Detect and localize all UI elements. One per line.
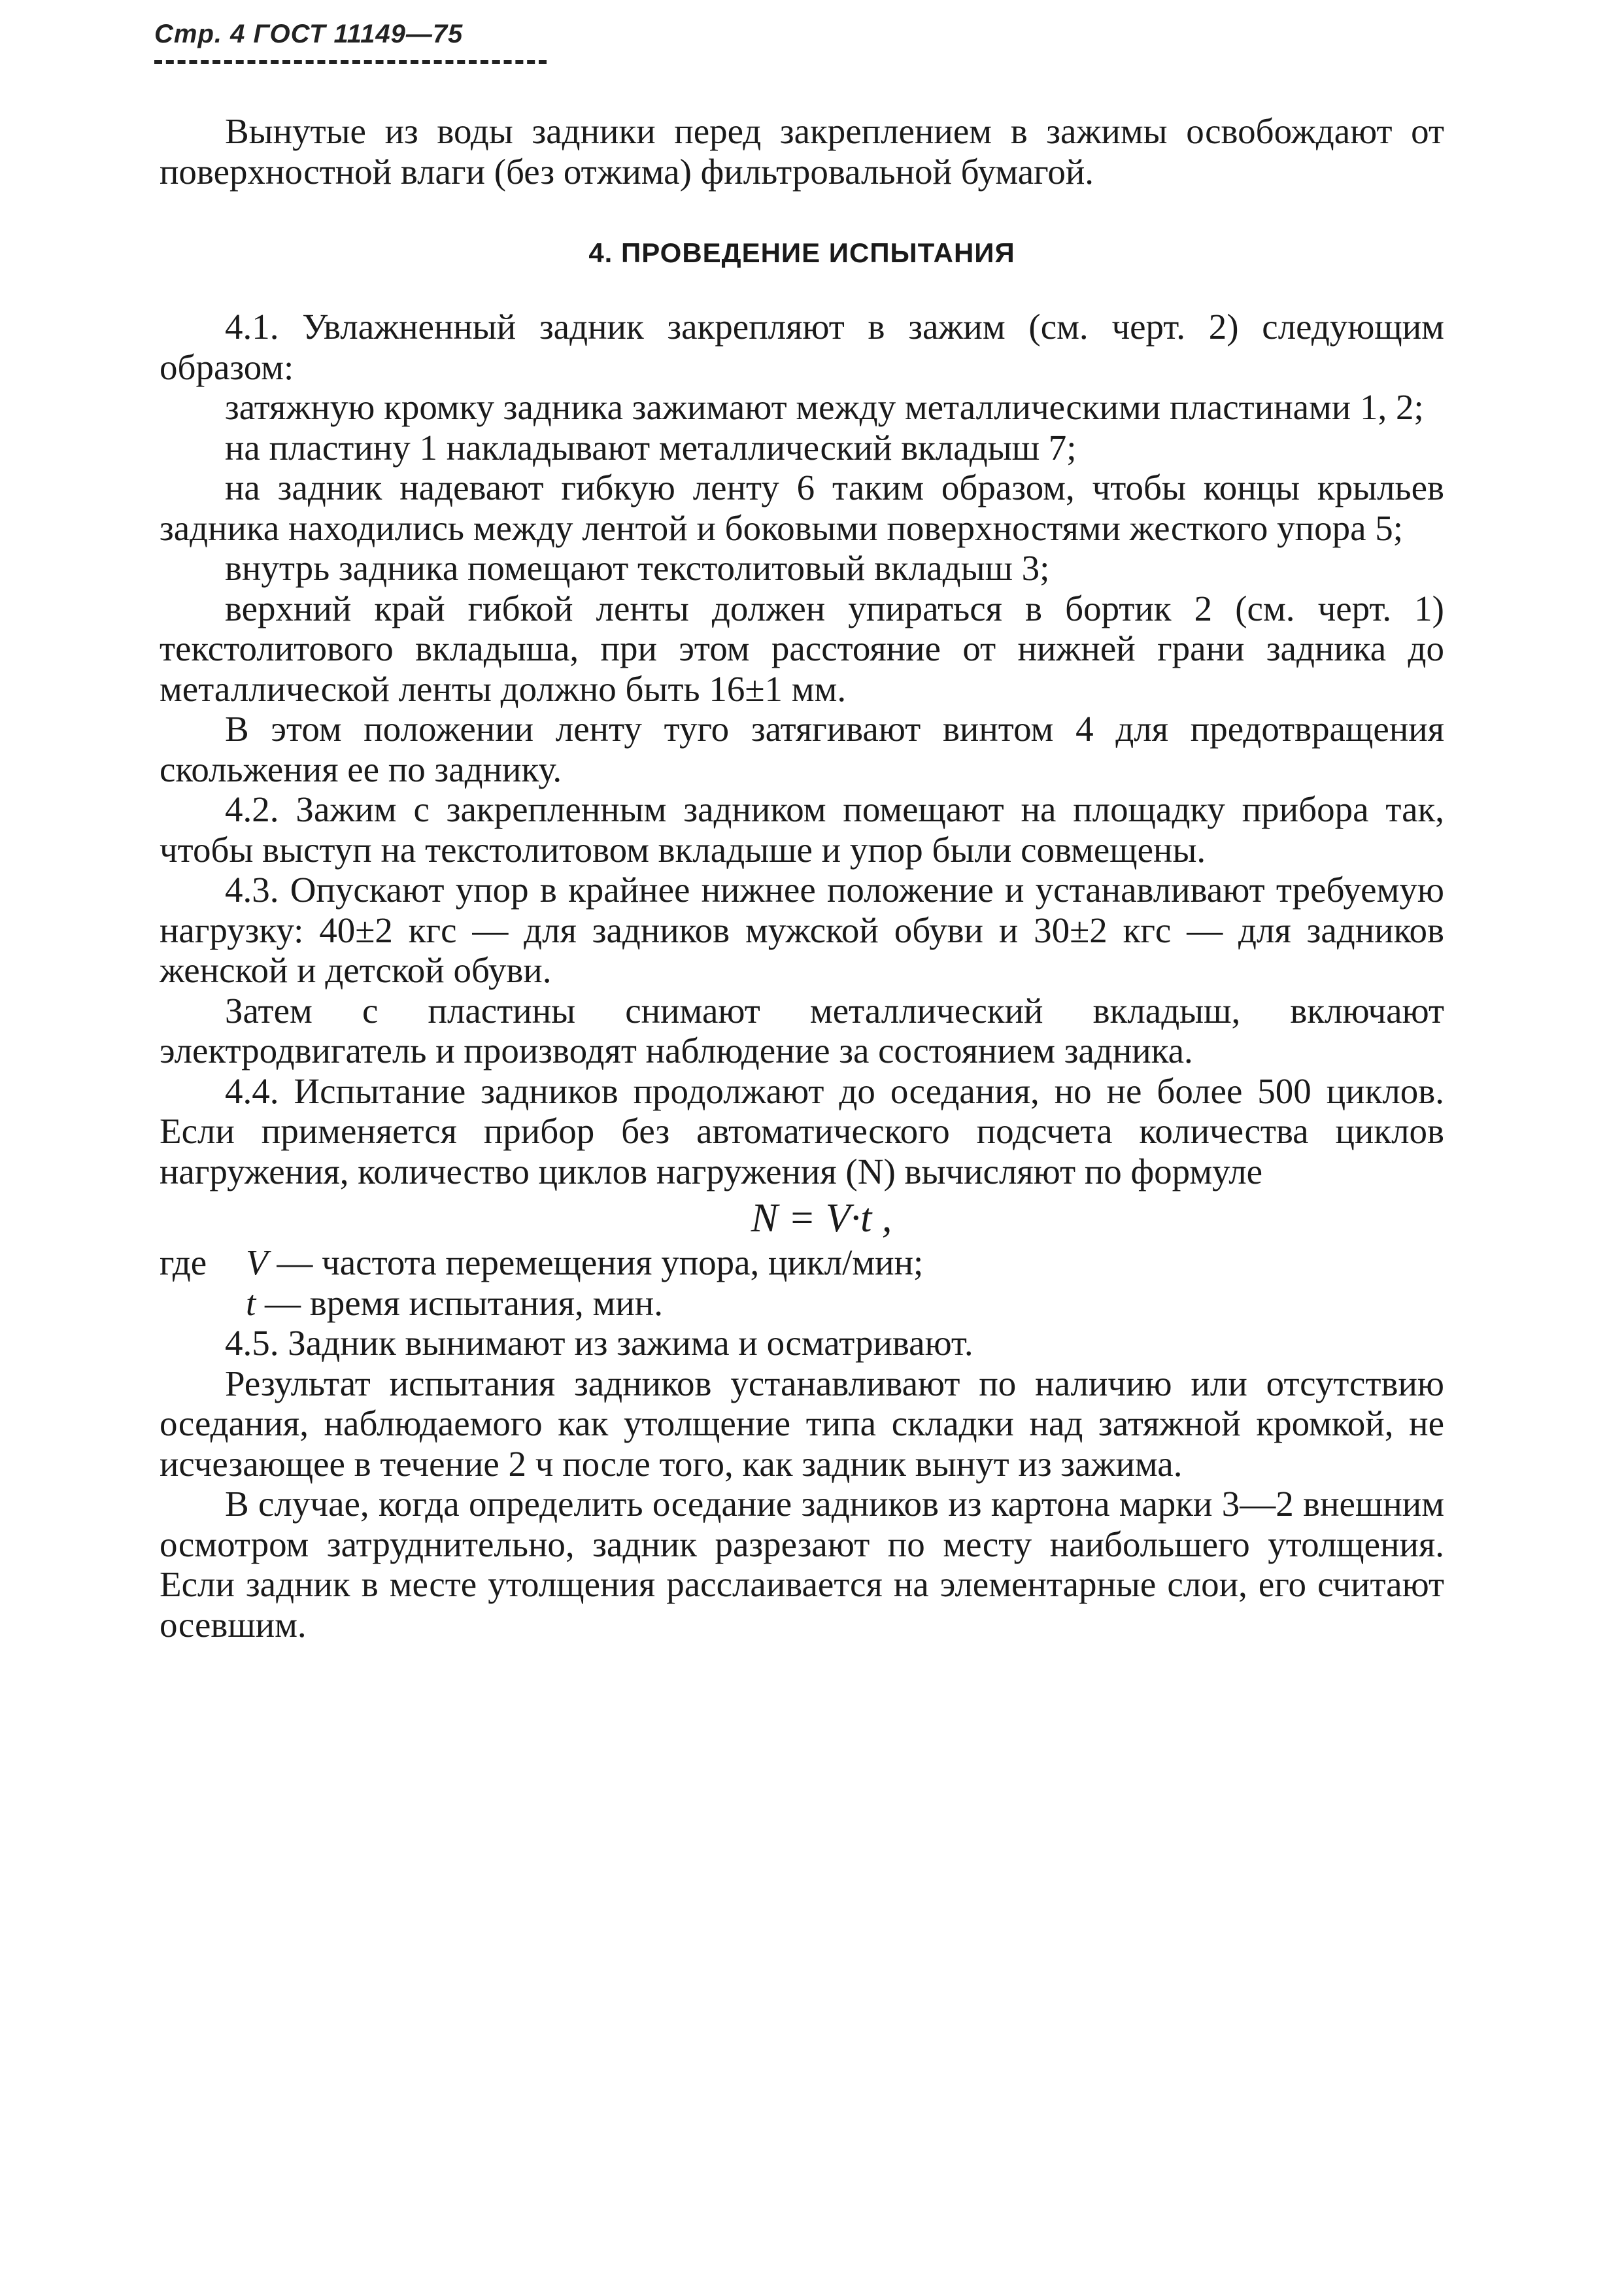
clause-4-5: 4.5. Задник вынимают из зажима и осматривают. <box>225 1323 973 1363</box>
clause-4-1-item-d: внутрь задника помещают текстолитовый вкладыш 3; <box>225 548 1050 588</box>
clause-4-1-item-b: на пластину 1 накладывают металлический вкладыш 7; <box>225 427 1077 468</box>
clause-4-3: 4.3. Опускают упор в крайнее нижнее положение и устанавливают требуемую нагрузку: 40±2 кгс — для задников мужской обуви и 30±2 кгс — для задников женской и детской обуви. <box>160 870 1444 990</box>
clause-4-3-continued: Затем с пластины снимают металлический вкладыш, включают электродвигатель и производят наблюдение за состоянием задника. <box>160 990 1444 1070</box>
clause-4-5-result: Результат испытания задников устанавливают по наличию или отсутствию оседания, наблюдаемого как утолщение типа складки над затяжной кромкой, не исчезающее в течение 2 ч после того, как задник вынут из зажима. <box>160 1363 1444 1484</box>
clause-4-1-item-c: на задник надевают гибкую ленту 6 таким образом, чтобы концы крыльев задника находились между лентой и боковыми поверхностями жесткого упора 5; <box>160 468 1444 548</box>
definition-v <box>160 1242 1444 1283</box>
intro-paragraph: Вынутые из воды задники перед закреплением в зажимы освобождают от поверхностной влаги (без отжима) фильтровальной бумагой. <box>160 111 1444 192</box>
definition-t-text: — время испытания, мин. <box>265 1282 663 1323</box>
definition-v-text: — частота перемещения упора, цикл/мин; <box>277 1242 924 1282</box>
header-rule <box>154 60 547 64</box>
where-word: где <box>160 1242 207 1282</box>
clause-4-1-item-e: верхний край гибкой ленты должен упираться в бортик 2 (см. черт. 1) текстолитового вкладыша, при этом расстояние от нижней грани задника до металлической ленты должно быть 16±1 мм. <box>160 588 1444 709</box>
clause-4-1-item-f: В этом положении ленту туго затягивают винтом 4 для предотвращения скольжения ее по заднику. <box>160 709 1444 789</box>
clause-4-4: 4.4. Испытание задников продолжают до оседания, но не более 500 циклов. Если применяется прибор без автоматического подсчета количества циклов нагружения, количество циклов нагружения (N) вычисляют по формуле <box>160 1070 1444 1191</box>
cycle-count-formula: N = V·t , <box>751 1196 892 1241</box>
clause-4-1: 4.1. Увлажненный задник закрепляют в зажим (см. черт. 2) следующим образом: <box>160 307 1444 387</box>
clause-4-5-cutting: В случае, когда определить оседание задников из картона марки 3—2 внешним осмотром затруднительно, задник разрезают по месту наибольшего утолщения. Если задник в месте утолщения расслаивается на элементарные слои, его считают осевшим. <box>160 1484 1444 1645</box>
symbol-v: V <box>246 1242 268 1282</box>
definition-t <box>160 1283 1444 1324</box>
running-head: Стр. 4 ГОСТ 11149—75 <box>154 20 464 48</box>
document-body <box>160 111 1444 1645</box>
clause-4-1-item-a: затяжную кромку задника зажимают между металлическими пластинами 1, 2; <box>225 387 1424 427</box>
section-title: 4. ПРОВЕДЕНИЕ ИСПЫТАНИЯ <box>588 237 1015 268</box>
symbol-t: t <box>246 1282 256 1323</box>
clause-4-2: 4.2. Зажим с закрепленным задником помещают на площадку прибора так, чтобы выступ на текстолитовом вкладыше и упор были совмещены. <box>160 789 1444 870</box>
formula-definitions <box>160 1242 1444 1323</box>
